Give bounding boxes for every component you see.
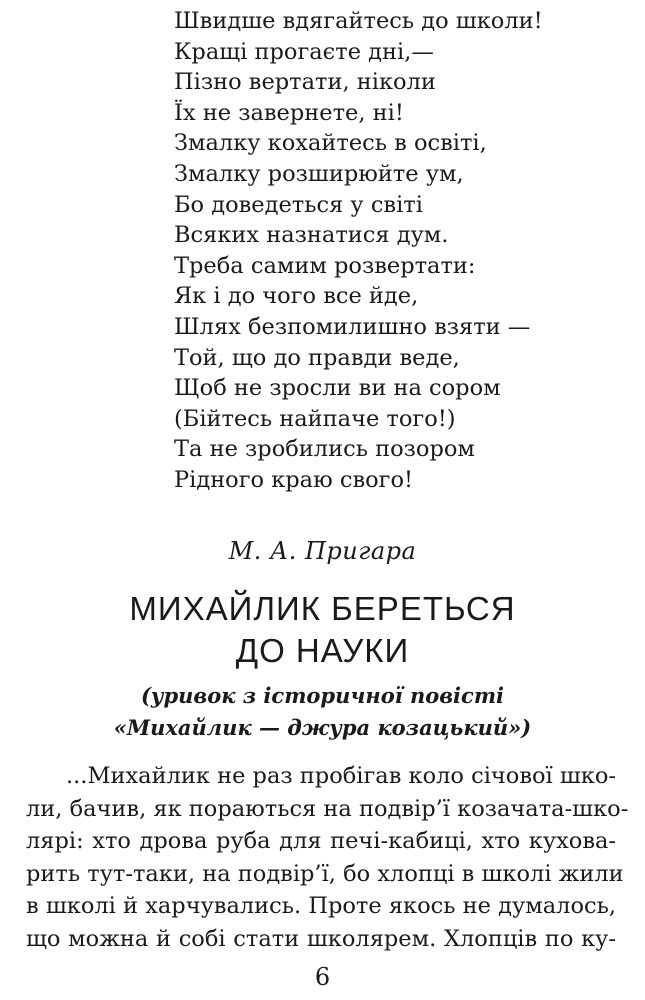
poem-line: Їх не завернете, ні!: [174, 99, 404, 126]
prose-line: ...Михайлик не раз пробігав коло січової шко-: [66, 763, 617, 789]
poem-line: Змалку розширюйте ум,: [174, 160, 464, 187]
chapter-subtitle: [0, 680, 645, 744]
poem-line: Той, що до правди веде,: [174, 344, 460, 371]
chapter-title-line: МИХАЙЛИК БЕРЕТЬСЯ: [129, 590, 516, 627]
poem-block: [174, 6, 594, 496]
poem-line: Бо доведеться у світі: [174, 191, 423, 218]
chapter-title-line: ДО НАУКИ: [235, 632, 410, 669]
poem-line: Як і до чого все йде,: [174, 283, 419, 310]
chapter-subtitle-line: (уривок з історичної повісті: [140, 683, 505, 708]
poem-line: Треба самим розвертати:: [174, 252, 476, 279]
chapter-title: [0, 588, 645, 672]
poem-line: Рідного краю свого!: [174, 466, 414, 493]
poem-line: Щоб не зросли ви на сором: [174, 375, 501, 402]
prose-line: що можна й собі стати школярем. Хлопців по ку-: [26, 925, 616, 952]
poem-line: Змалку кохайтесь в освіті,: [174, 130, 487, 157]
prose-block: [26, 760, 629, 955]
poem-line: Пізно вертати, ніколи: [174, 69, 436, 96]
prose-line: ли, бачив, як пораються на подвір’ї козачата-шко-: [26, 795, 629, 822]
poem-line: Шлях безпомилишно взяти —: [174, 313, 531, 340]
prose-line: рить тут-таки, на подвір’ї, бо хлопці в школі жили: [26, 860, 624, 887]
chapter-subtitle-line: «Михайлик — джура козацький»): [113, 715, 532, 740]
prose-line: в школі й харчувались. Проте якось не думалось,: [26, 893, 616, 919]
poem-line: Всяких назнатися дум.: [174, 222, 449, 249]
author-name: М. А. Пригара: [228, 537, 417, 565]
poem-line: (Бійтесь найпаче того!): [174, 405, 456, 432]
prose-line: лярі: хто дрова руба для печі-кабиці, хто кухова-: [26, 828, 616, 854]
page-number: 6: [314, 963, 331, 991]
poem-line: Швидше вдягайтесь до школи!: [174, 8, 543, 34]
poem-line: Та не зробились позором: [174, 436, 475, 463]
poem-line: Кращі прогаєте дні,—: [174, 38, 434, 65]
